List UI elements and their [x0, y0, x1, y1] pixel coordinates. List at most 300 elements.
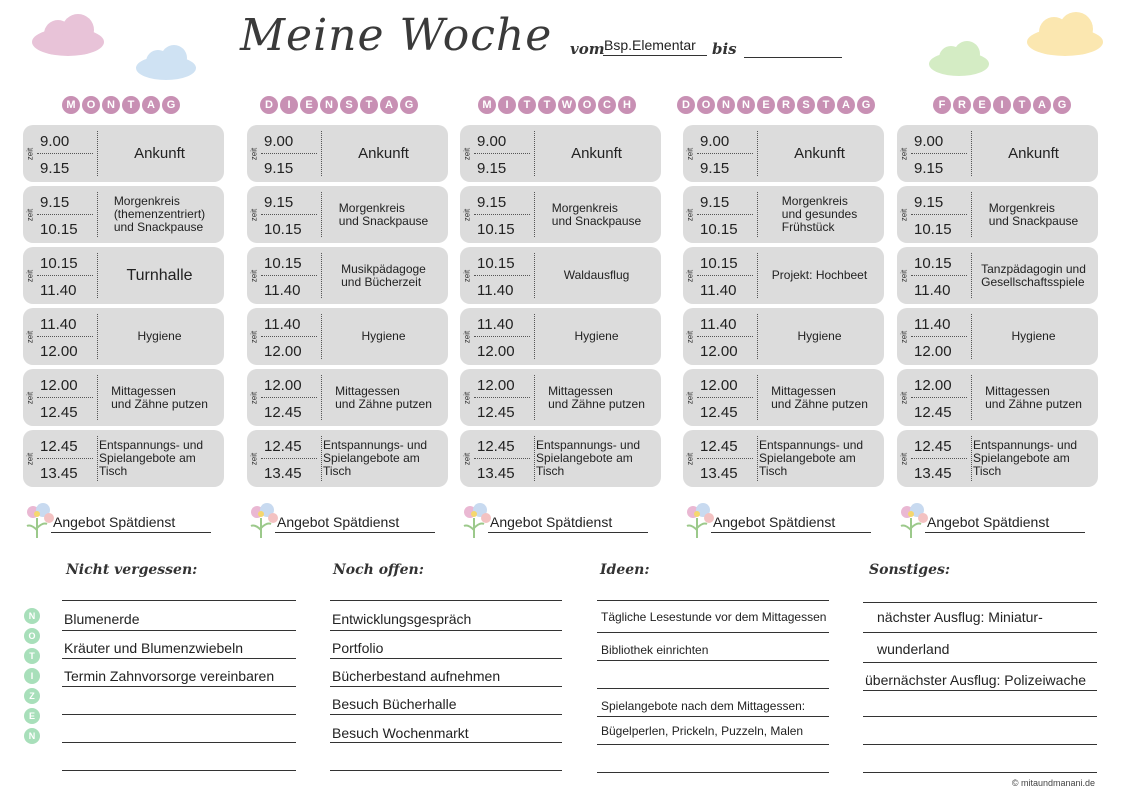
slot-activity: Morgenkreis (themenzentriert) und Snackpause: [113, 194, 206, 234]
cloud-green-decoration: [926, 40, 992, 78]
time-slot[interactable]: [23, 247, 224, 304]
spaetdienst-row[interactable]: [247, 500, 447, 540]
slot-activity: Entspannungs- und Spielangebote am Tisch: [323, 438, 428, 478]
note-line: [330, 714, 562, 715]
time-slot[interactable]: [247, 247, 448, 304]
vom-label: vom: [570, 40, 605, 58]
slot-separator: [321, 436, 322, 481]
note-line: [863, 744, 1097, 745]
note-line: [62, 714, 296, 715]
slot-activity: Mittagessen und Zähne putzen: [985, 383, 1082, 411]
zeit-label: zeit: [685, 147, 695, 160]
note-line: [62, 770, 296, 771]
zeit-label: zeit: [462, 147, 472, 160]
slot-end-time: 10.15: [477, 221, 515, 238]
zeit-label: zeit: [462, 452, 472, 465]
day-letter: G: [1053, 96, 1071, 114]
notizen-letter: T: [24, 648, 40, 664]
zeit-label: zeit: [685, 330, 695, 343]
slot-separator: [321, 253, 322, 298]
slot-activity: Entspannungs- und Spielangebote am Tisch: [973, 438, 1078, 478]
time-divider: [37, 214, 93, 215]
time-slot[interactable]: [460, 369, 661, 426]
day-letter: I: [498, 96, 516, 114]
time-divider: [697, 336, 753, 337]
slot-end-time: 13.45: [477, 465, 515, 482]
time-divider: [261, 153, 317, 154]
note-line: [597, 632, 829, 633]
note-line: [863, 602, 1097, 603]
zeit-label: zeit: [25, 330, 35, 343]
slot-start-time: 12.45: [914, 438, 952, 455]
page-title: Meine Woche: [240, 10, 553, 61]
time-divider: [261, 458, 317, 459]
slot-end-time: 11.40: [700, 282, 737, 299]
day-letter: W: [558, 96, 576, 114]
slot-end-time: 9.15: [914, 160, 944, 177]
slot-separator: [971, 192, 972, 237]
slot-start-time: 12.45: [264, 438, 302, 455]
time-slot[interactable]: [683, 308, 884, 365]
slot-activity: Hygiene: [574, 329, 619, 343]
day-letter: E: [300, 96, 318, 114]
day-letter: G: [162, 96, 180, 114]
day-letter: R: [777, 96, 795, 114]
time-slot[interactable]: [23, 430, 224, 487]
vom-field[interactable]: Bsp.Elementar: [604, 37, 696, 53]
slot-end-time: 10.15: [700, 221, 738, 238]
note-line: [863, 632, 1097, 633]
note-entry[interactable]: Kräuter und Blumenzwiebeln: [64, 640, 243, 656]
slot-separator: [534, 131, 535, 176]
slot-activity: Morgenkreis und gesundes Frühstück: [781, 194, 858, 234]
notizen-letter: N: [24, 608, 40, 624]
day-letter: G: [400, 96, 418, 114]
slot-end-time: 12.45: [700, 404, 738, 421]
zeit-label: zeit: [249, 208, 259, 221]
time-slot[interactable]: [247, 430, 448, 487]
spaetdienst-underline: [711, 532, 871, 533]
bis-label: bis: [712, 40, 737, 58]
slot-start-time: 10.15: [914, 255, 952, 272]
slot-activity: Mittagessen und Zähne putzen: [548, 383, 645, 411]
notizen-letter: E: [24, 708, 40, 724]
slot-end-time: 11.40: [477, 282, 514, 299]
slot-activity: Entspannungs- und Spielangebote am Tisch: [759, 438, 864, 478]
note-entry[interactable]: Besuch Bücherhalle: [332, 696, 457, 712]
day-letter: N: [737, 96, 755, 114]
copyright-footer: © mitaundmanani.de: [1011, 778, 1095, 788]
slot-separator: [971, 436, 972, 481]
slot-separator: [757, 314, 758, 359]
note-line: [863, 772, 1097, 773]
day-letter: A: [380, 96, 398, 114]
spaetdienst-row[interactable]: [460, 500, 660, 540]
zeit-label: zeit: [462, 330, 472, 343]
slot-start-time: 9.00: [914, 133, 944, 150]
slot-end-time: 9.15: [40, 160, 70, 177]
note-line: [62, 686, 296, 687]
zeit-label: zeit: [685, 391, 695, 404]
day-letter: I: [280, 96, 298, 114]
time-slot[interactable]: [897, 186, 1098, 243]
note-line: [62, 742, 296, 743]
time-slot[interactable]: [683, 186, 884, 243]
slot-start-time: 12.45: [40, 438, 78, 455]
time-divider: [911, 214, 967, 215]
slot-activity: Ankunft: [1008, 145, 1059, 162]
slot-separator: [971, 314, 972, 359]
day-column-donnerstag: [683, 125, 884, 491]
time-slot[interactable]: [683, 247, 884, 304]
slot-separator: [97, 131, 98, 176]
slot-start-time: 11.40: [914, 316, 951, 333]
time-divider: [474, 153, 530, 154]
notizen-letter: Z: [24, 688, 40, 704]
day-column-montag: [23, 125, 224, 491]
slot-separator: [534, 436, 535, 481]
day-letter: A: [837, 96, 855, 114]
note-entry[interactable]: Tägliche Lesestunde vor dem Mittagessen: [601, 610, 827, 624]
slot-start-time: 9.15: [477, 194, 507, 211]
slot-activity: Entspannungs- und Spielangebote am Tisch: [536, 438, 641, 478]
note-entry[interactable]: Bücherbestand aufnehmen: [332, 668, 501, 684]
slot-end-time: 12.45: [914, 404, 952, 421]
day-letter: N: [320, 96, 338, 114]
day-letter: M: [478, 96, 496, 114]
notes-title-ideen: Ideen:: [600, 562, 650, 578]
slot-end-time: 12.45: [40, 404, 78, 421]
notizen-letter: I: [24, 668, 40, 684]
slot-activity: Ankunft: [794, 145, 845, 162]
time-slot[interactable]: [460, 125, 661, 182]
note-line: [597, 744, 829, 745]
note-line: [62, 630, 296, 631]
slot-start-time: 9.15: [700, 194, 730, 211]
slot-separator: [321, 375, 322, 420]
day-letter: T: [1013, 96, 1031, 114]
slot-end-time: 10.15: [40, 221, 78, 238]
time-slot[interactable]: [897, 125, 1098, 182]
day-header-dienstag: [260, 96, 418, 118]
note-entry[interactable]: Spielangebote nach dem Mittagessen:: [601, 699, 806, 713]
slot-activity: Ankunft: [358, 145, 409, 162]
time-slot[interactable]: [23, 369, 224, 426]
slot-start-time: 10.15: [700, 255, 738, 272]
note-entry[interactable]: nächster Ausflug: Miniatur-: [877, 609, 1043, 625]
slot-start-time: 11.40: [700, 316, 737, 333]
slot-activity: Ankunft: [571, 145, 622, 162]
slot-separator: [757, 375, 758, 420]
slot-activity: Mittagessen und Zähne putzen: [111, 383, 208, 411]
note-line: [330, 600, 562, 601]
slot-end-time: 9.15: [477, 160, 507, 177]
day-letter: D: [260, 96, 278, 114]
day-letter: F: [933, 96, 951, 114]
note-entry[interactable]: Bibliothek einrichten: [601, 643, 709, 657]
slot-end-time: 12.00: [477, 343, 515, 360]
slot-start-time: 9.15: [264, 194, 294, 211]
note-entry[interactable]: Entwicklungsgespräch: [332, 611, 472, 627]
time-slot[interactable]: [897, 430, 1098, 487]
day-header-donnerstag: [677, 96, 875, 118]
zeit-label: zeit: [249, 330, 259, 343]
slot-end-time: 13.45: [40, 465, 78, 482]
note-entry[interactable]: übernächster Ausflug: Polizeiwache: [865, 672, 1087, 688]
slot-separator: [321, 192, 322, 237]
time-divider: [37, 458, 93, 459]
spaetdienst-row[interactable]: [897, 500, 1097, 540]
slot-activity: Mittagessen und Zähne putzen: [771, 383, 868, 411]
note-line: [863, 690, 1097, 691]
cloud-yellow-decoration: [1022, 12, 1108, 58]
day-letter: T: [538, 96, 556, 114]
spaetdienst-label: Angebot Spätdienst: [53, 514, 176, 530]
time-slot[interactable]: [897, 247, 1098, 304]
slot-end-time: 12.45: [477, 404, 515, 421]
day-letter: O: [82, 96, 100, 114]
slot-end-time: 12.00: [700, 343, 738, 360]
spaetdienst-underline: [51, 532, 211, 533]
zeit-label: zeit: [685, 269, 695, 282]
zeit-label: zeit: [25, 269, 35, 282]
spaetdienst-label: Angebot Spätdienst: [927, 514, 1050, 530]
note-entry[interactable]: Termin Zahnvorsorge vereinbaren: [64, 668, 275, 684]
day-letter: N: [102, 96, 120, 114]
vom-underline: [603, 55, 707, 56]
note-entry[interactable]: Besuch Wochenmarkt: [332, 725, 469, 741]
slot-activity: Waldausflug: [563, 268, 630, 282]
slot-end-time: 9.15: [700, 160, 730, 177]
slot-separator: [97, 192, 98, 237]
slot-end-time: 10.15: [914, 221, 952, 238]
day-column-mittwoch: [460, 125, 661, 491]
note-line: [597, 772, 829, 773]
time-divider: [261, 214, 317, 215]
slot-end-time: 11.40: [264, 282, 301, 299]
slot-end-time: 13.45: [264, 465, 302, 482]
slot-activity: Morgenkreis und Snackpause: [988, 200, 1079, 228]
day-letter: H: [618, 96, 636, 114]
time-divider: [911, 458, 967, 459]
time-divider: [474, 336, 530, 337]
slot-separator: [97, 314, 98, 359]
slot-separator: [971, 375, 972, 420]
day-header-freitag: [933, 96, 1071, 118]
slot-activity: Morgenkreis und Snackpause: [338, 200, 429, 228]
slot-activity: Hygiene: [361, 329, 406, 343]
day-column-dienstag: [247, 125, 448, 491]
note-line: [597, 660, 829, 661]
slot-separator: [534, 253, 535, 298]
time-divider: [911, 397, 967, 398]
spaetdienst-row[interactable]: [683, 500, 883, 540]
time-slot[interactable]: [23, 125, 224, 182]
slot-start-time: 12.45: [700, 438, 738, 455]
notes-title-nicht-vergessen: Nicht vergessen:: [66, 562, 198, 578]
slot-activity: Tanzpädagogin und Gesellschaftsspiele: [981, 261, 1086, 289]
note-line: [330, 686, 562, 687]
day-letter: T: [817, 96, 835, 114]
zeit-label: zeit: [25, 208, 35, 221]
zeit-label: zeit: [899, 452, 909, 465]
spaetdienst-underline: [275, 532, 435, 533]
slot-end-time: 12.45: [264, 404, 302, 421]
slot-separator: [757, 253, 758, 298]
day-letter: A: [1033, 96, 1051, 114]
slot-separator: [971, 131, 972, 176]
slot-separator: [757, 131, 758, 176]
cloud-blue-decoration: [132, 44, 200, 82]
time-slot[interactable]: [683, 430, 884, 487]
slot-separator: [757, 436, 758, 481]
slot-activity: Musikpädagoge und Bücherzeit: [341, 261, 426, 289]
day-letter: T: [360, 96, 378, 114]
time-divider: [697, 275, 753, 276]
spaetdienst-row[interactable]: [23, 500, 223, 540]
zeit-label: zeit: [899, 147, 909, 160]
day-letter: E: [757, 96, 775, 114]
note-line: [863, 716, 1097, 717]
slot-start-time: 9.15: [914, 194, 944, 211]
note-entry[interactable]: Bügelperlen, Prickeln, Puzzeln, Malen: [601, 724, 804, 738]
slot-separator: [97, 253, 98, 298]
time-divider: [37, 153, 93, 154]
day-letter: I: [993, 96, 1011, 114]
note-line: [597, 600, 829, 601]
note-line: [62, 600, 296, 601]
slot-activity: Entspannungs- und Spielangebote am Tisch: [99, 438, 204, 478]
note-entry[interactable]: wunderland: [877, 641, 950, 657]
note-line: [597, 688, 829, 689]
spaetdienst-label: Angebot Spätdienst: [713, 514, 836, 530]
day-letter: T: [122, 96, 140, 114]
day-column-freitag: [897, 125, 1098, 491]
note-line: [330, 630, 562, 631]
time-slot[interactable]: [683, 125, 884, 182]
zeit-label: zeit: [25, 452, 35, 465]
slot-separator: [97, 436, 98, 481]
slot-start-time: 12.00: [40, 377, 78, 394]
time-slot[interactable]: [897, 369, 1098, 426]
time-divider: [697, 458, 753, 459]
zeit-label: zeit: [249, 391, 259, 404]
slot-start-time: 12.00: [700, 377, 738, 394]
day-letter: C: [598, 96, 616, 114]
time-slot[interactable]: [247, 369, 448, 426]
note-entry[interactable]: Blumenerde: [64, 611, 140, 627]
time-divider: [697, 214, 753, 215]
slot-end-time: 11.40: [40, 282, 77, 299]
note-entry[interactable]: Portfolio: [332, 640, 384, 656]
time-slot[interactable]: [460, 247, 661, 304]
slot-separator: [534, 375, 535, 420]
zeit-label: zeit: [899, 269, 909, 282]
slot-start-time: 9.00: [264, 133, 294, 150]
time-slot[interactable]: [683, 369, 884, 426]
time-divider: [697, 397, 753, 398]
slot-start-time: 9.15: [40, 194, 70, 211]
time-slot[interactable]: [23, 186, 224, 243]
slot-activity: Hygiene: [137, 329, 182, 343]
zeit-label: zeit: [462, 208, 472, 221]
time-divider: [261, 275, 317, 276]
day-letter: S: [340, 96, 358, 114]
slot-start-time: 12.00: [477, 377, 515, 394]
time-divider: [261, 397, 317, 398]
slot-activity: Hygiene: [1011, 329, 1056, 343]
notizen-side-label: [24, 608, 40, 744]
slot-end-time: 10.15: [264, 221, 302, 238]
slot-activity: Ankunft: [134, 145, 185, 162]
note-line: [330, 770, 562, 771]
time-slot[interactable]: [460, 430, 661, 487]
slot-start-time: 9.00: [700, 133, 730, 150]
time-slot[interactable]: [460, 186, 661, 243]
day-header-montag: [62, 96, 180, 118]
time-divider: [474, 458, 530, 459]
zeit-label: zeit: [899, 208, 909, 221]
slot-activity: Mittagessen und Zähne putzen: [335, 383, 432, 411]
slot-activity: Hygiene: [797, 329, 842, 343]
slot-end-time: 9.15: [264, 160, 294, 177]
slot-separator: [534, 314, 535, 359]
slot-start-time: 12.00: [914, 377, 952, 394]
time-slot[interactable]: [247, 308, 448, 365]
slot-start-time: 10.15: [40, 255, 78, 272]
day-letter: O: [578, 96, 596, 114]
time-divider: [37, 336, 93, 337]
zeit-label: zeit: [462, 391, 472, 404]
day-letter: N: [717, 96, 735, 114]
time-divider: [911, 153, 967, 154]
time-slot[interactable]: [23, 308, 224, 365]
notizen-letter: N: [24, 728, 40, 744]
spaetdienst-underline: [488, 532, 648, 533]
day-letter: E: [973, 96, 991, 114]
time-slot[interactable]: [247, 186, 448, 243]
zeit-label: zeit: [249, 452, 259, 465]
time-slot[interactable]: [460, 308, 661, 365]
slot-separator: [971, 253, 972, 298]
zeit-label: zeit: [899, 330, 909, 343]
slot-separator: [321, 314, 322, 359]
spaetdienst-label: Angebot Spätdienst: [277, 514, 400, 530]
day-letter: A: [142, 96, 160, 114]
slot-separator: [97, 375, 98, 420]
time-slot[interactable]: [897, 308, 1098, 365]
note-line: [330, 658, 562, 659]
slot-start-time: 10.15: [477, 255, 515, 272]
zeit-label: zeit: [25, 147, 35, 160]
time-divider: [37, 275, 93, 276]
time-divider: [474, 397, 530, 398]
zeit-label: zeit: [249, 147, 259, 160]
slot-activity: Turnhalle: [126, 267, 193, 284]
notes-title-sonstiges: Sonstiges:: [869, 562, 951, 578]
zeit-label: zeit: [899, 391, 909, 404]
notizen-letter: O: [24, 628, 40, 644]
slot-end-time: 13.45: [914, 465, 952, 482]
day-letter: O: [697, 96, 715, 114]
notes-title-noch-offen: Noch offen:: [333, 562, 424, 578]
day-letter: D: [677, 96, 695, 114]
cloud-pink-decoration: [28, 14, 108, 58]
time-slot[interactable]: [247, 125, 448, 182]
time-divider: [911, 275, 967, 276]
slot-separator: [321, 131, 322, 176]
slot-activity: Morgenkreis und Snackpause: [551, 200, 642, 228]
